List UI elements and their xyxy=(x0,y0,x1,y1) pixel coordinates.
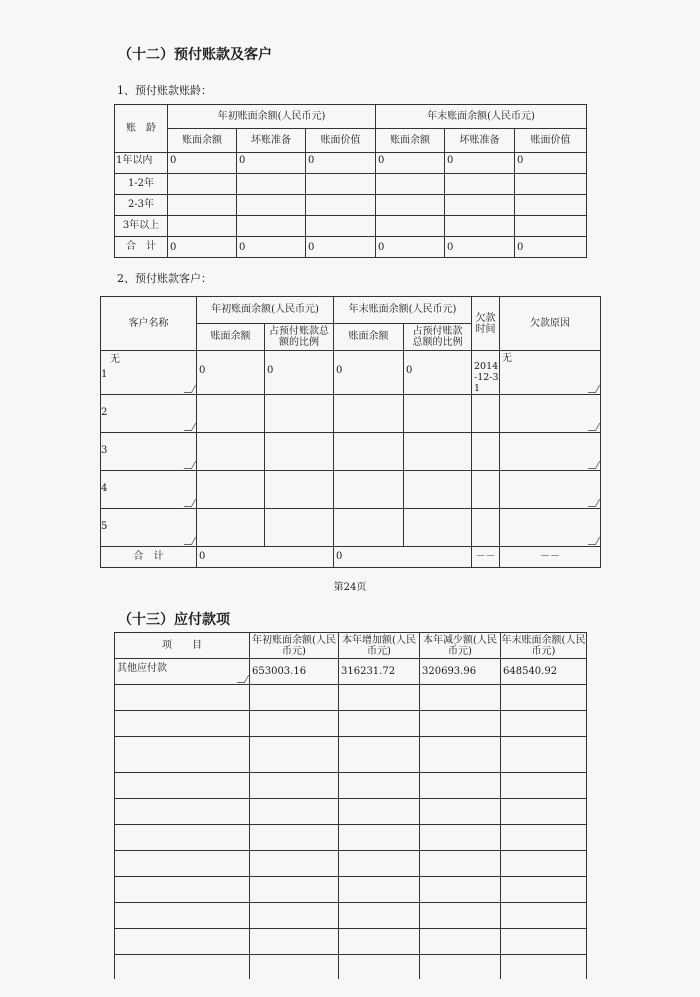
payables-cell[interactable] xyxy=(115,799,250,825)
aging-row xyxy=(115,174,587,195)
payables-cell[interactable] xyxy=(250,877,339,903)
aging-cell[interactable]: 0 xyxy=(445,237,515,258)
customer-cell[interactable] xyxy=(404,433,472,471)
customer-cell[interactable] xyxy=(265,471,334,509)
customer-name: 无 xyxy=(110,354,120,365)
customer-row xyxy=(101,471,601,509)
customer-row xyxy=(101,509,601,547)
customers-table xyxy=(100,296,601,568)
customers-total-row xyxy=(101,547,601,568)
customer-reason-cell[interactable] xyxy=(500,351,601,395)
resize-handle-icon xyxy=(237,675,250,683)
payables-row xyxy=(115,711,587,737)
aging-cell[interactable] xyxy=(306,174,376,195)
aging-cell[interactable]: 0 xyxy=(445,153,515,174)
aging-cell[interactable] xyxy=(306,216,376,237)
payables-row xyxy=(115,799,587,825)
payables-row xyxy=(115,825,587,851)
payables-row xyxy=(115,737,587,773)
resize-handle-icon xyxy=(184,385,197,393)
aging-col: 坏账准备 xyxy=(237,129,306,153)
customer-cell[interactable] xyxy=(334,395,404,433)
customer-time[interactable] xyxy=(472,471,500,509)
customer-time[interactable]: 2014-12-31 xyxy=(472,351,500,395)
payables-table xyxy=(114,632,587,979)
customer-time[interactable] xyxy=(472,433,500,471)
aging-cell[interactable]: 0 xyxy=(515,237,587,258)
payables-cell[interactable] xyxy=(420,877,501,903)
aging-cell[interactable] xyxy=(515,216,587,237)
resize-handle-icon xyxy=(588,423,601,431)
aging-cell[interactable]: 0 xyxy=(168,153,237,174)
customer-name-cell[interactable] xyxy=(101,471,197,509)
customers-header-time: 欠款时间 xyxy=(472,297,500,351)
customer-row-number: 2 xyxy=(101,407,108,418)
payables-cell[interactable] xyxy=(420,903,501,929)
resize-handle-icon xyxy=(588,461,601,469)
payables-cell[interactable] xyxy=(339,711,420,737)
customers-header-name: 客户名称 xyxy=(101,297,197,351)
payables-cell[interactable] xyxy=(115,711,250,737)
customer-cell[interactable] xyxy=(197,509,265,547)
customer-cell[interactable] xyxy=(265,433,334,471)
customers-total-reason: －－ xyxy=(500,547,601,568)
aging-row xyxy=(115,195,587,216)
payables-cell[interactable] xyxy=(250,851,339,877)
payables-cell[interactable]: 648540.92 xyxy=(501,659,587,685)
payables-cell[interactable] xyxy=(115,955,250,979)
resize-handle-icon xyxy=(588,537,601,545)
customer-row-number: 5 xyxy=(101,521,108,532)
payables-cell[interactable] xyxy=(250,903,339,929)
payables-cell[interactable] xyxy=(339,737,420,773)
aging-cell[interactable] xyxy=(237,195,306,216)
resize-handle-icon xyxy=(588,499,601,507)
payables-cell[interactable] xyxy=(339,773,420,799)
aging-row-label: 1年以内 xyxy=(115,153,168,174)
customers-total-end[interactable]: 0 xyxy=(334,547,472,568)
customer-cell[interactable] xyxy=(265,395,334,433)
payables-cell[interactable] xyxy=(339,825,420,851)
aging-col: 账面余额 xyxy=(168,129,237,153)
aging-header-begin: 年初账面余额(人民币元) xyxy=(168,105,376,129)
aging-cell[interactable]: 0 xyxy=(237,237,306,258)
aging-cell[interactable]: 0 xyxy=(306,153,376,174)
section13-title: （十三）应付款项 xyxy=(118,612,230,628)
aging-col: 账面余额 xyxy=(376,129,445,153)
aging-cell[interactable]: 0 xyxy=(168,237,237,258)
payables-cell[interactable] xyxy=(339,903,420,929)
resize-handle-icon xyxy=(588,385,601,393)
aging-cell[interactable]: 0 xyxy=(376,153,445,174)
aging-subtitle: 1、预付账款账龄： xyxy=(117,84,212,97)
aging-table xyxy=(114,104,587,258)
aging-row xyxy=(115,153,587,174)
payables-cell[interactable] xyxy=(420,685,501,711)
payables-cell[interactable] xyxy=(115,903,250,929)
payables-cell[interactable] xyxy=(250,711,339,737)
aging-cell[interactable] xyxy=(168,195,237,216)
payables-cell[interactable] xyxy=(420,851,501,877)
payables-cell[interactable] xyxy=(250,929,339,955)
aging-cell[interactable]: 0 xyxy=(306,237,376,258)
resize-handle-icon xyxy=(184,499,197,507)
customer-row-number: 3 xyxy=(101,445,108,456)
payables-cell[interactable] xyxy=(501,903,587,929)
payables-cell[interactable] xyxy=(339,877,420,903)
payables-cell[interactable] xyxy=(115,825,250,851)
payables-cell[interactable] xyxy=(115,851,250,877)
customer-reason-cell[interactable] xyxy=(500,509,601,547)
payables-cell[interactable]: 320693.96 xyxy=(420,659,501,685)
customer-name-cell[interactable] xyxy=(101,509,197,547)
page-number: 第24页 xyxy=(333,582,367,593)
customer-row-number: 4 xyxy=(101,483,108,494)
payables-row xyxy=(115,851,587,877)
payables-cell[interactable] xyxy=(250,773,339,799)
aging-cell[interactable] xyxy=(237,216,306,237)
aging-cell[interactable] xyxy=(168,174,237,195)
customers-total-time: －－ xyxy=(472,547,500,568)
aging-cell[interactable] xyxy=(168,216,237,237)
customer-cell[interactable] xyxy=(197,395,265,433)
customer-row-number: 1 xyxy=(101,369,108,380)
payables-cell[interactable] xyxy=(501,955,587,979)
aging-cell[interactable] xyxy=(376,216,445,237)
payables-cell[interactable] xyxy=(501,825,587,851)
aging-row-label: 3年以上 xyxy=(115,216,168,237)
customer-name-cell[interactable] xyxy=(101,395,197,433)
aging-cell[interactable] xyxy=(306,195,376,216)
payables-cell[interactable] xyxy=(250,685,339,711)
payables-cell[interactable] xyxy=(420,825,501,851)
payables-cell[interactable] xyxy=(339,955,420,979)
customer-cell[interactable] xyxy=(265,509,334,547)
payables-header-begin: 年初账面余额(人民币元) xyxy=(250,633,339,659)
customer-cell[interactable] xyxy=(404,471,472,509)
customer-cell[interactable] xyxy=(404,509,472,547)
customer-reason-cell[interactable] xyxy=(500,471,601,509)
customer-cell[interactable] xyxy=(334,509,404,547)
customer-cell[interactable] xyxy=(197,471,265,509)
aging-row-label: 2-3年 xyxy=(115,195,168,216)
customers-header-begin: 年初账面余额(人民币元) xyxy=(197,297,334,324)
resize-handle-icon xyxy=(184,537,197,545)
payables-cell[interactable] xyxy=(250,737,339,773)
customer-cell[interactable]: 0 xyxy=(334,351,404,395)
customer-cell[interactable] xyxy=(334,471,404,509)
customer-cell[interactable]: 0 xyxy=(265,351,334,395)
customers-col-balance: 账面余额 xyxy=(197,324,265,351)
aging-cell[interactable] xyxy=(376,174,445,195)
customer-cell[interactable] xyxy=(334,433,404,471)
payables-cell[interactable] xyxy=(420,737,501,773)
aging-header-end: 年末账面余额(人民币元) xyxy=(376,105,587,129)
payables-item: 其他应付款 xyxy=(117,663,167,674)
aging-cell[interactable]: 0 xyxy=(376,237,445,258)
payables-cell[interactable] xyxy=(420,955,501,979)
payables-header-decrease: 本年减少额(人民币元) xyxy=(420,633,501,659)
payables-cell[interactable] xyxy=(115,929,250,955)
customer-row xyxy=(101,351,601,395)
payables-cell[interactable] xyxy=(115,685,250,711)
aging-cell[interactable] xyxy=(515,195,587,216)
customer-reason-cell[interactable] xyxy=(500,433,601,471)
payables-cell[interactable] xyxy=(501,877,587,903)
payables-cell[interactable]: 653003.16 xyxy=(250,659,339,685)
customer-cell[interactable] xyxy=(197,433,265,471)
aging-col: 账面价值 xyxy=(306,129,376,153)
aging-col: 账面价值 xyxy=(515,129,587,153)
customers-total-label: 合 计 xyxy=(101,547,197,568)
payables-row xyxy=(115,955,587,979)
customers-col-ratio: 占预付账款总额的比例 xyxy=(404,324,472,351)
payables-cell[interactable] xyxy=(501,929,587,955)
payables-cell[interactable] xyxy=(501,799,587,825)
aging-cell[interactable] xyxy=(445,174,515,195)
aging-cell[interactable] xyxy=(445,216,515,237)
customers-col-ratio: 占预付账款总额的比例 xyxy=(265,324,334,351)
payables-cell[interactable] xyxy=(250,799,339,825)
aging-row xyxy=(115,216,587,237)
payables-cell[interactable] xyxy=(250,955,339,979)
customer-name-cell[interactable] xyxy=(101,351,197,395)
payables-cell[interactable] xyxy=(339,799,420,825)
customers-col-balance: 账面余额 xyxy=(334,324,404,351)
payables-cell[interactable] xyxy=(115,877,250,903)
payables-row xyxy=(115,929,587,955)
aging-cell[interactable]: 0 xyxy=(237,153,306,174)
payables-header-increase: 本年增加额(人民币元) xyxy=(339,633,420,659)
payables-header-end: 年末账面余额(人民币元) xyxy=(501,634,586,657)
payables-cell[interactable] xyxy=(420,711,501,737)
payables-cell[interactable] xyxy=(420,799,501,825)
payables-cell[interactable] xyxy=(501,711,587,737)
payables-cell[interactable] xyxy=(250,825,339,851)
payables-row xyxy=(115,685,587,711)
payables-row xyxy=(115,659,587,685)
payables-cell[interactable] xyxy=(501,773,587,799)
customer-time[interactable] xyxy=(472,509,500,547)
payables-cell[interactable] xyxy=(339,929,420,955)
customer-cell[interactable]: 0 xyxy=(197,351,265,395)
aging-total-row xyxy=(115,237,587,258)
payables-cell[interactable] xyxy=(115,737,250,773)
payables-cell[interactable] xyxy=(115,773,250,799)
customer-cell[interactable] xyxy=(404,395,472,433)
resize-handle-icon xyxy=(184,461,197,469)
aging-cell[interactable] xyxy=(515,174,587,195)
payables-cell[interactable] xyxy=(501,685,587,711)
section12-title: （十二）预付账款及客户 xyxy=(118,47,272,63)
payables-cell[interactable]: 316231.72 xyxy=(339,659,420,685)
aging-row-label: 1-2年 xyxy=(115,174,168,195)
customers-header-reason: 欠款原因 xyxy=(500,297,601,351)
customer-row xyxy=(101,395,601,433)
customer-row xyxy=(101,433,601,471)
aging-header-age: 账 龄 xyxy=(115,105,168,153)
aging-total-label: 合 计 xyxy=(115,237,168,258)
payables-cell[interactable] xyxy=(339,851,420,877)
customer-cell[interactable]: 0 xyxy=(404,351,472,395)
payables-row xyxy=(115,773,587,799)
aging-cell[interactable] xyxy=(445,195,515,216)
customer-reason: 无 xyxy=(502,353,512,364)
resize-handle-icon xyxy=(184,423,197,431)
payables-cell[interactable] xyxy=(420,929,501,955)
payables-cell[interactable] xyxy=(339,685,420,711)
customers-subtitle: 2、预付账款客户： xyxy=(117,272,212,285)
payables-cell[interactable] xyxy=(420,773,501,799)
aging-cell[interactable]: 0 xyxy=(515,153,587,174)
customer-name-cell[interactable] xyxy=(101,433,197,471)
payables-row xyxy=(115,903,587,929)
customers-total-begin[interactable]: 0 xyxy=(197,547,334,568)
payables-header-item: 项 目 xyxy=(115,633,250,659)
customer-reason-cell[interactable] xyxy=(500,395,601,433)
aging-cell[interactable] xyxy=(237,174,306,195)
aging-cell[interactable] xyxy=(376,195,445,216)
customers-header-end: 年末账面余额(人民币元) xyxy=(334,297,472,324)
payables-row xyxy=(115,877,587,903)
payables-cell[interactable] xyxy=(501,737,587,773)
aging-col: 坏账准备 xyxy=(445,129,515,153)
payables-item-cell[interactable] xyxy=(115,659,250,685)
payables-cell[interactable] xyxy=(501,851,587,877)
customer-time[interactable] xyxy=(472,395,500,433)
